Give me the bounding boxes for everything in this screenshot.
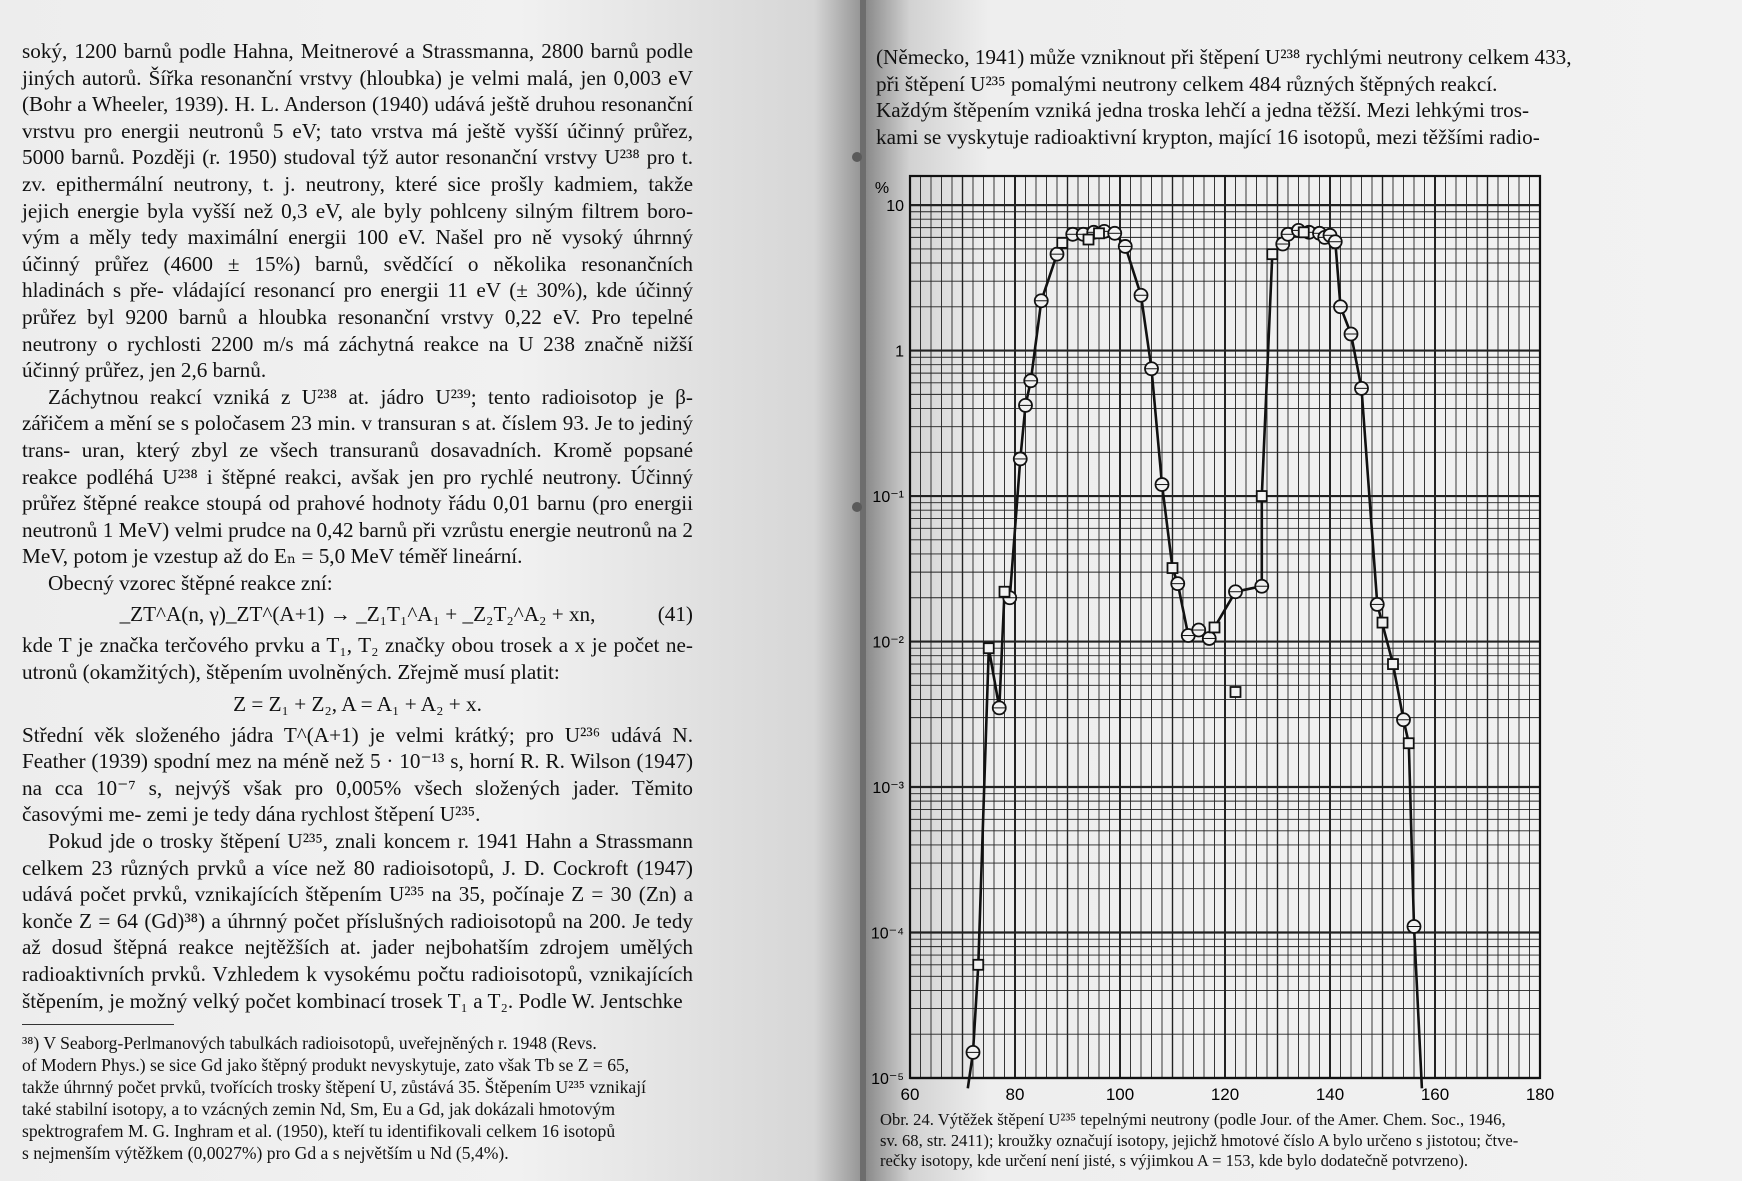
data-point-square	[1094, 228, 1104, 238]
chart-grid	[910, 176, 1540, 1078]
y-axis-label: %	[874, 180, 890, 198]
text-line: celkem 23 různých prvků a více než 80 radioisotopů, J. D. Cockroft (1947)	[22, 855, 693, 880]
text-line: udává počet prvků, vznikajících štěpením U²³⁵ na 35, počínaje Z = 30 (Zn)	[22, 882, 677, 907]
text-line: podle jiných autorů. Šířka resonanční vrstvy (hloubka) je velmi malá, jen	[22, 39, 693, 90]
text-line: utronů (okamžitých), štěpením uvolněných. Zřejmě musí platit:	[22, 660, 560, 685]
text-line: s nejmenším výtěžkem (0,0027%) pro Gd a s největším u Nd (5,4%).	[22, 1143, 509, 1163]
text-line: je vzestup až do Eₙ = 5,0 MeV téměř lineární.	[132, 544, 523, 569]
data-point-square	[1210, 622, 1220, 632]
text-line: soký, 1200 barnů podle Hahna, Meitnerové a Strassmanna, 2800 barnů	[22, 39, 639, 63]
data-point-square	[1378, 618, 1388, 628]
data-point-square	[1267, 249, 1277, 259]
text-line: 10⁻⁷ s, nejvýš však pro 0,005% všech složených jader. Těmito časovými me-	[22, 775, 693, 827]
text-line: (1939) spodní mez na méně než 5 · 10⁻¹³ s, horní R. R. Wilson (1947) na cca	[22, 749, 693, 800]
y-tick-label: 10	[886, 198, 904, 216]
text-line: of Modern Phys.) se sice Gd jako štěpný produkt nevyskytuje, zato však Tb se Z = 65,	[22, 1055, 630, 1075]
text-line: resonanční vrstvu pro energii neutronů 5 eV; tato vrstva má ještě vyšší účinný	[22, 92, 693, 143]
text-line: 0,003 eV (Bohr a Wheeler, 1939). H. L. Anderson (1940) udává ještě druhou	[22, 65, 693, 117]
text-line: m/s má záchytná reakce na U 238 značně nižší účinný průřez, jen 2,6 barnů.	[22, 331, 694, 383]
text-line: Obr. 24. Výtěžek štěpení U²³⁵ tepelnými neutrony (podle Jour. of the Amer. Chem. Soc., 1946,	[880, 1110, 1506, 1129]
text-line: takže jejich energie byla vyšší než 0,3 eV, ale byly pohlceny silným filtrem boro-	[22, 171, 694, 223]
text-line: uran, který zbyl ze všech transuranů dosavadních. Kromě popsané reakce	[22, 437, 693, 489]
text-line: také stabilní isotopy, a to vzácných zemin Nd, Sm, Eu a Gd, jak dokázali hmotovým	[22, 1099, 616, 1119]
formula-conservation	[22, 686, 693, 722]
binding-hole	[852, 152, 862, 162]
text-line: takže úhrnný počet prvků, tvořících trosky štěpení U, zůstává 35. Štěpením U²³⁵ vznikají	[22, 1077, 647, 1097]
text-line: kami se vyskytuje radioaktivní krypton, mající 16 isotopů, mezi těžšími radio-	[876, 124, 1540, 149]
x-tick-label: 100	[1105, 1085, 1135, 1104]
data-point-square	[1057, 238, 1067, 248]
x-tick-label: 160	[1420, 1085, 1450, 1104]
x-tick-label: 140	[1315, 1085, 1345, 1104]
data-point-square	[1388, 659, 1398, 669]
text-line: průřez (4600 ± 15%) barnů, svědčící o několika resonančních hladinách s pře-	[22, 251, 693, 303]
text-line: při štěpení U²³⁵ pomalými neutrony celkem 484 různých štěpných reakcí.	[876, 71, 1498, 96]
y-tick-label: 10⁻¹	[872, 489, 904, 507]
data-point-square	[1168, 563, 1178, 573]
paragraph-resonance	[22, 38, 693, 384]
text-line: (Německo, 1941) může vzniknout při štěpení U²³⁸ rychlými neutrony celkem 433,	[876, 45, 1572, 69]
data-point-square	[1084, 235, 1094, 245]
y-tick-label: 10⁻³	[872, 780, 904, 798]
formula-conservation-text: Z = Z₁ + Z₂, A = A₁ + A₂ + x.	[233, 691, 482, 716]
data-point-square	[1257, 491, 1267, 501]
right-page	[866, 0, 1742, 1181]
text-line: štěpné reakce stoupá od prahové hodnoty řádu 0,01 barnu (pro energii neutronů	[22, 491, 694, 542]
text-line: vým a měly tedy maximální energii 100 eV. Našel pro ně vysoký úhrnný účinný	[22, 225, 693, 276]
text-line: průřez, 5000 barnů. Později (r. 1950) studoval týž autor resonanční vrstvy	[22, 118, 694, 170]
text-line: ³⁸) V Seaborg-Perlmanových tabulkách radioisotopů, uveřejněných r. 1948 (Revs.	[22, 1033, 597, 1053]
text-line: sv. 68, str. 2411); kroužky označují isotopy, jejichž hmotové číslo A bylo určeno s jistotou; čtve-	[880, 1130, 1519, 1150]
x-tick-label: 180	[1525, 1085, 1555, 1104]
text-line: a hloubka resonanční vrstvy 0,22 eV. Pro tepelné neutrony o rychlosti 2200	[22, 304, 694, 356]
text-line: rečky isotopy, kde určení není jisté, s výjimkou A = 153, kde bylo dodatečně potvrzeno).	[880, 1151, 1469, 1170]
text-line: 1 MeV) velmi prudce na 0,42 barnů při vzrůstu energie neutronů na 2 MeV, potom	[22, 517, 694, 569]
text-line: Střední věk složeného jádra T^(A+1) je velmi krátký; pro U²³⁶ udává N. Feather	[22, 722, 693, 774]
text-line: spektrografem M. G. Inghram et al. (1950), kteří tu identifikovali celkem 16 isotopů	[22, 1121, 616, 1141]
x-tick-label: 60	[900, 1085, 920, 1104]
text-line: kde T je značka terčového prvku a T₁, T₂ značky obou trosek a x je počet ne-	[22, 633, 693, 658]
y-tick-label: 10⁻⁵	[871, 1071, 904, 1088]
paragraph-compound-nucleus	[22, 722, 693, 828]
data-point-square	[1231, 687, 1241, 697]
equation-number: (41)	[657, 602, 693, 627]
text-line: vládající resonancí pro energii 11 eV (± 30%), kde účinný průřez byl 9200 barnů	[22, 278, 694, 329]
text-line: Záchytnou reakcí vzniká z U²³⁸ at. jádro U²³⁹; tento radioisotop je β-zářičem	[22, 384, 693, 436]
text-line: tedy až dosud štěpná reakce nejtěžších at. jader nejbohatším zdrojem umělých	[22, 908, 694, 960]
text-line: a konče Z = 64 (Gd)³⁸) a úhrnný počet příslušných radioisotopů na 200. Je	[22, 882, 693, 933]
paragraph-fission-fragments	[22, 828, 693, 1014]
left-page-body-text	[22, 38, 693, 1014]
text-line: zemi je tedy dána rychlost štěpení U²³⁵.	[146, 802, 481, 827]
paragraph-general-formula-intro: Obecný vzorec štěpné reakce zní:	[48, 570, 333, 595]
paragraph-capture-reaction	[22, 384, 693, 570]
data-point-square	[1404, 738, 1414, 748]
x-tick-label: 80	[1005, 1085, 1025, 1104]
x-tick-label: 120	[1210, 1085, 1240, 1104]
y-tick-label: 1	[895, 343, 904, 361]
y-tick-label: 10⁻⁴	[870, 925, 904, 943]
figure-caption	[880, 1110, 1594, 1172]
binding-hole	[852, 502, 862, 512]
text-line: Pokud jde o trosky štěpení U²³⁵, znali koncem r. 1941 Hahn a Strassmann	[48, 829, 693, 854]
left-page	[0, 0, 866, 1181]
text-line: radioaktivních prvků. Vzhledem k vysokému počtu radioisotopů, vznikajících	[22, 962, 693, 986]
data-point-square	[973, 960, 983, 970]
fission-yield-chart	[866, 0, 1742, 1181]
text-line: štěpením, je možný velký počet kombinací trosek T₁ a T₂. Podle W. Jentschke	[22, 988, 683, 1013]
text-line: Každým štěpením vzniká jedna troska lehčí a jedna těžší. Mezi lehkými tros-	[876, 98, 1530, 123]
data-point-square	[984, 643, 994, 653]
formula-41	[22, 596, 693, 632]
formula-41-text: _ZT^A(n, γ)_ZT^(A+1) → _Z₁T₁^A₁ + _Z₂T₂^A₂ + xn,	[119, 602, 596, 627]
paragraph-formula-explanation	[22, 632, 693, 685]
data-point-square	[1299, 227, 1309, 237]
text-line: a mění se s poločasem 23 min. v transuran s at. číslem 93. Je to jediný trans-	[22, 411, 694, 462]
data-point-square	[1000, 587, 1010, 597]
footnote-38	[22, 1032, 693, 1164]
y-tick-label: 10⁻²	[872, 634, 904, 652]
text-line: U²³⁸ pro t. zv. epithermální neutrony, t. j. neutrony, které sice prošly kadmiem,	[22, 145, 694, 196]
footnote-rule	[22, 1024, 174, 1025]
text-line: podléhá U²³⁸ i štěpné reakci, avšak jen pro rychlé neutrony. Účinný průřez	[22, 464, 694, 516]
